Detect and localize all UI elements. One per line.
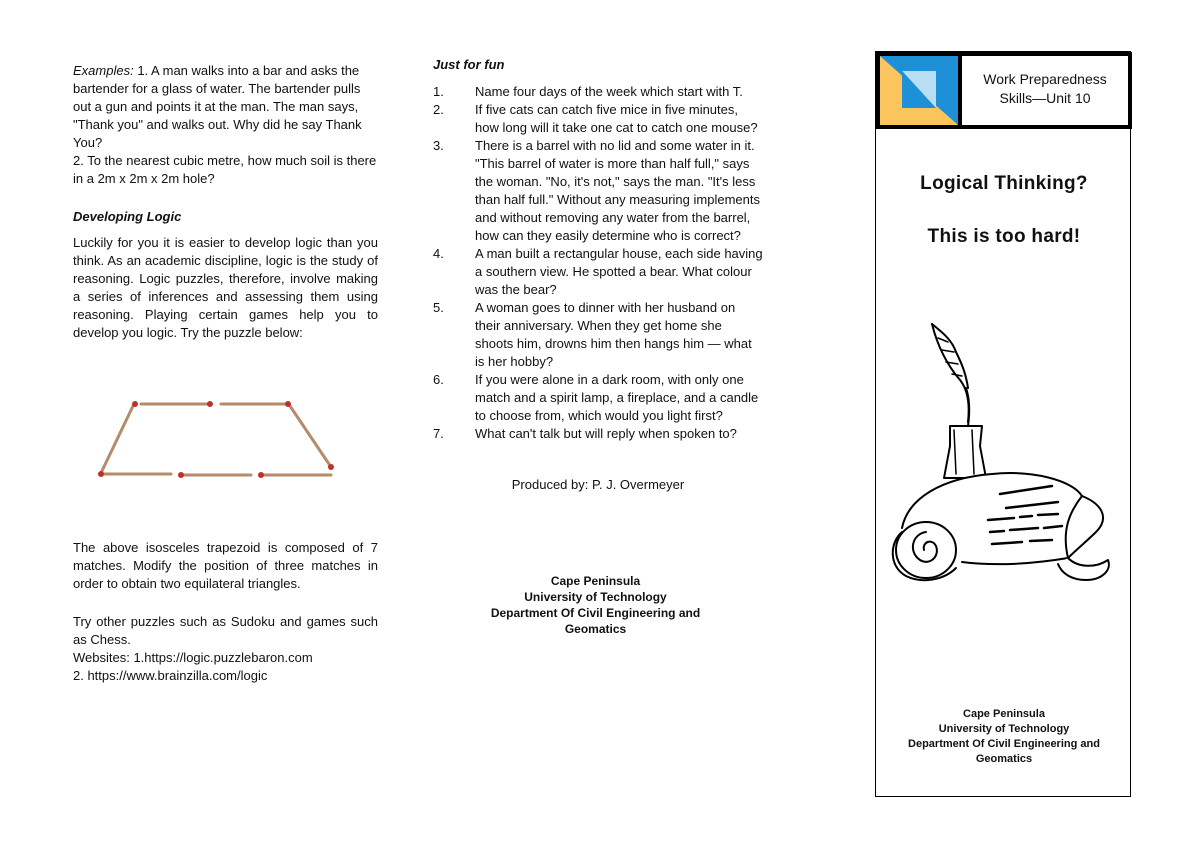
quill-and-scroll-illustration (882, 318, 1122, 598)
institution-line-2: University of Technology (524, 590, 667, 604)
match-head (132, 401, 138, 407)
left-column (73, 62, 378, 685)
match-head (178, 472, 184, 478)
list-item: 1. Name four days of the week which start with T. (433, 84, 743, 99)
examples-text: 1. A man walks into a bar and asks the bartender for a glass of water. The bartender pulls out a gun and points it at the man. The man says, "Thank you" and walks out. Why did he say Thank You? (73, 63, 362, 150)
logo (880, 56, 962, 125)
example-2: 2. To the nearest cubic metre, how much soil is there in a 2m x 2m x 2m hole? (73, 153, 377, 186)
trapezoid-paragraph: The above isosceles trapezoid is composed of 7 matches. Modify the position of three matches in order to obtain two equilateral triangles. (73, 540, 378, 591)
list-item: 7. What can't talk but will reply when spoken to? (433, 426, 737, 441)
riddle-list (433, 83, 763, 443)
other-puzzles-paragraph: Try other puzzles such as Sudoku and games such as Chess. (73, 614, 378, 647)
cover-institution-line-1: Cape Peninsula (963, 708, 1045, 720)
matchstick-trapezoid-puzzle (73, 385, 378, 505)
produced-by: Produced by: P. J. Overmeyer (511, 477, 685, 492)
list-item: 6. If you were alone in a dark room, with only one match and a spirit lamp, a fireplace, and a candle to choose from, which would you light first? (433, 372, 759, 423)
match-head (258, 472, 264, 478)
developing-logic-paragraph: Luckily for you it is easier to develop logic than you think. As an academic discipline, logic is the study of reasoning. Logic puzzles, therefore, involve making a series of inferences and assessing them using reasoning. Playing certain games help you to develop you logic. Try the puzzle below: (73, 235, 378, 340)
examples-label: Examples: (73, 63, 134, 78)
developing-logic-heading: Developing Logic (73, 209, 182, 224)
list-item: 5. A woman goes to dinner with her husband on their anniversary. When they get home she shoots him, drowns him then hangs him — what is her hobby? (433, 300, 752, 369)
institution-line-4: Geomatics (564, 622, 627, 636)
cover-title-1: Logical Thinking? (920, 173, 1088, 194)
match-head (285, 401, 291, 407)
cover-institution-line-4: Geomatics (975, 753, 1033, 765)
match-head (207, 401, 213, 407)
cover-title-2: This is too hard! (927, 226, 1081, 247)
list-item: 4. A man built a rectangular house, each side having a southern view. He spotted a bear. What colour was the bear? (433, 246, 763, 297)
websites-line-1: Websites: 1.https://logic.puzzlebaron.com (73, 650, 313, 665)
middle-column (433, 56, 763, 637)
match-left-side (101, 406, 133, 473)
list-item: 3. There is a barrel with no lid and some water in it. "This barrel of water is more than half full," says the woman. "No, it's not," says the man. "It's less than half full." Without any measuring implements and without removing any water from the barrel, how can they easily determine who is correct? (433, 138, 760, 243)
cover-institution-block (876, 707, 1132, 767)
cover-institution-line-3: Department Of Civil Engineering and (908, 738, 1100, 750)
just-for-fun-heading: Just for fun (433, 57, 505, 72)
unit-title (962, 70, 1128, 108)
websites-line-2: 2. https://www.brainzilla.com/logic (73, 668, 268, 683)
cover-panel (875, 51, 1131, 797)
unit-title-line-1: Work Preparedness (983, 71, 1107, 87)
cover-institution-line-2: University of Technology (938, 723, 1070, 735)
list-item: 2. If five cats can catch five mice in five minutes, how long will it take one cat to catch one mouse? (433, 102, 758, 135)
match-head (98, 471, 104, 477)
institution-line-1: Cape Peninsula (550, 574, 641, 588)
institution-block (433, 573, 758, 637)
institution-line-3: Department Of Civil Engineering and (490, 606, 701, 620)
logo-icon (880, 56, 958, 125)
match-head (328, 464, 334, 470)
examples-paragraph (73, 62, 378, 152)
match-right-side (290, 406, 331, 467)
unit-title-line-2: Skills—Unit 10 (999, 90, 1091, 106)
unit-header (876, 52, 1132, 129)
